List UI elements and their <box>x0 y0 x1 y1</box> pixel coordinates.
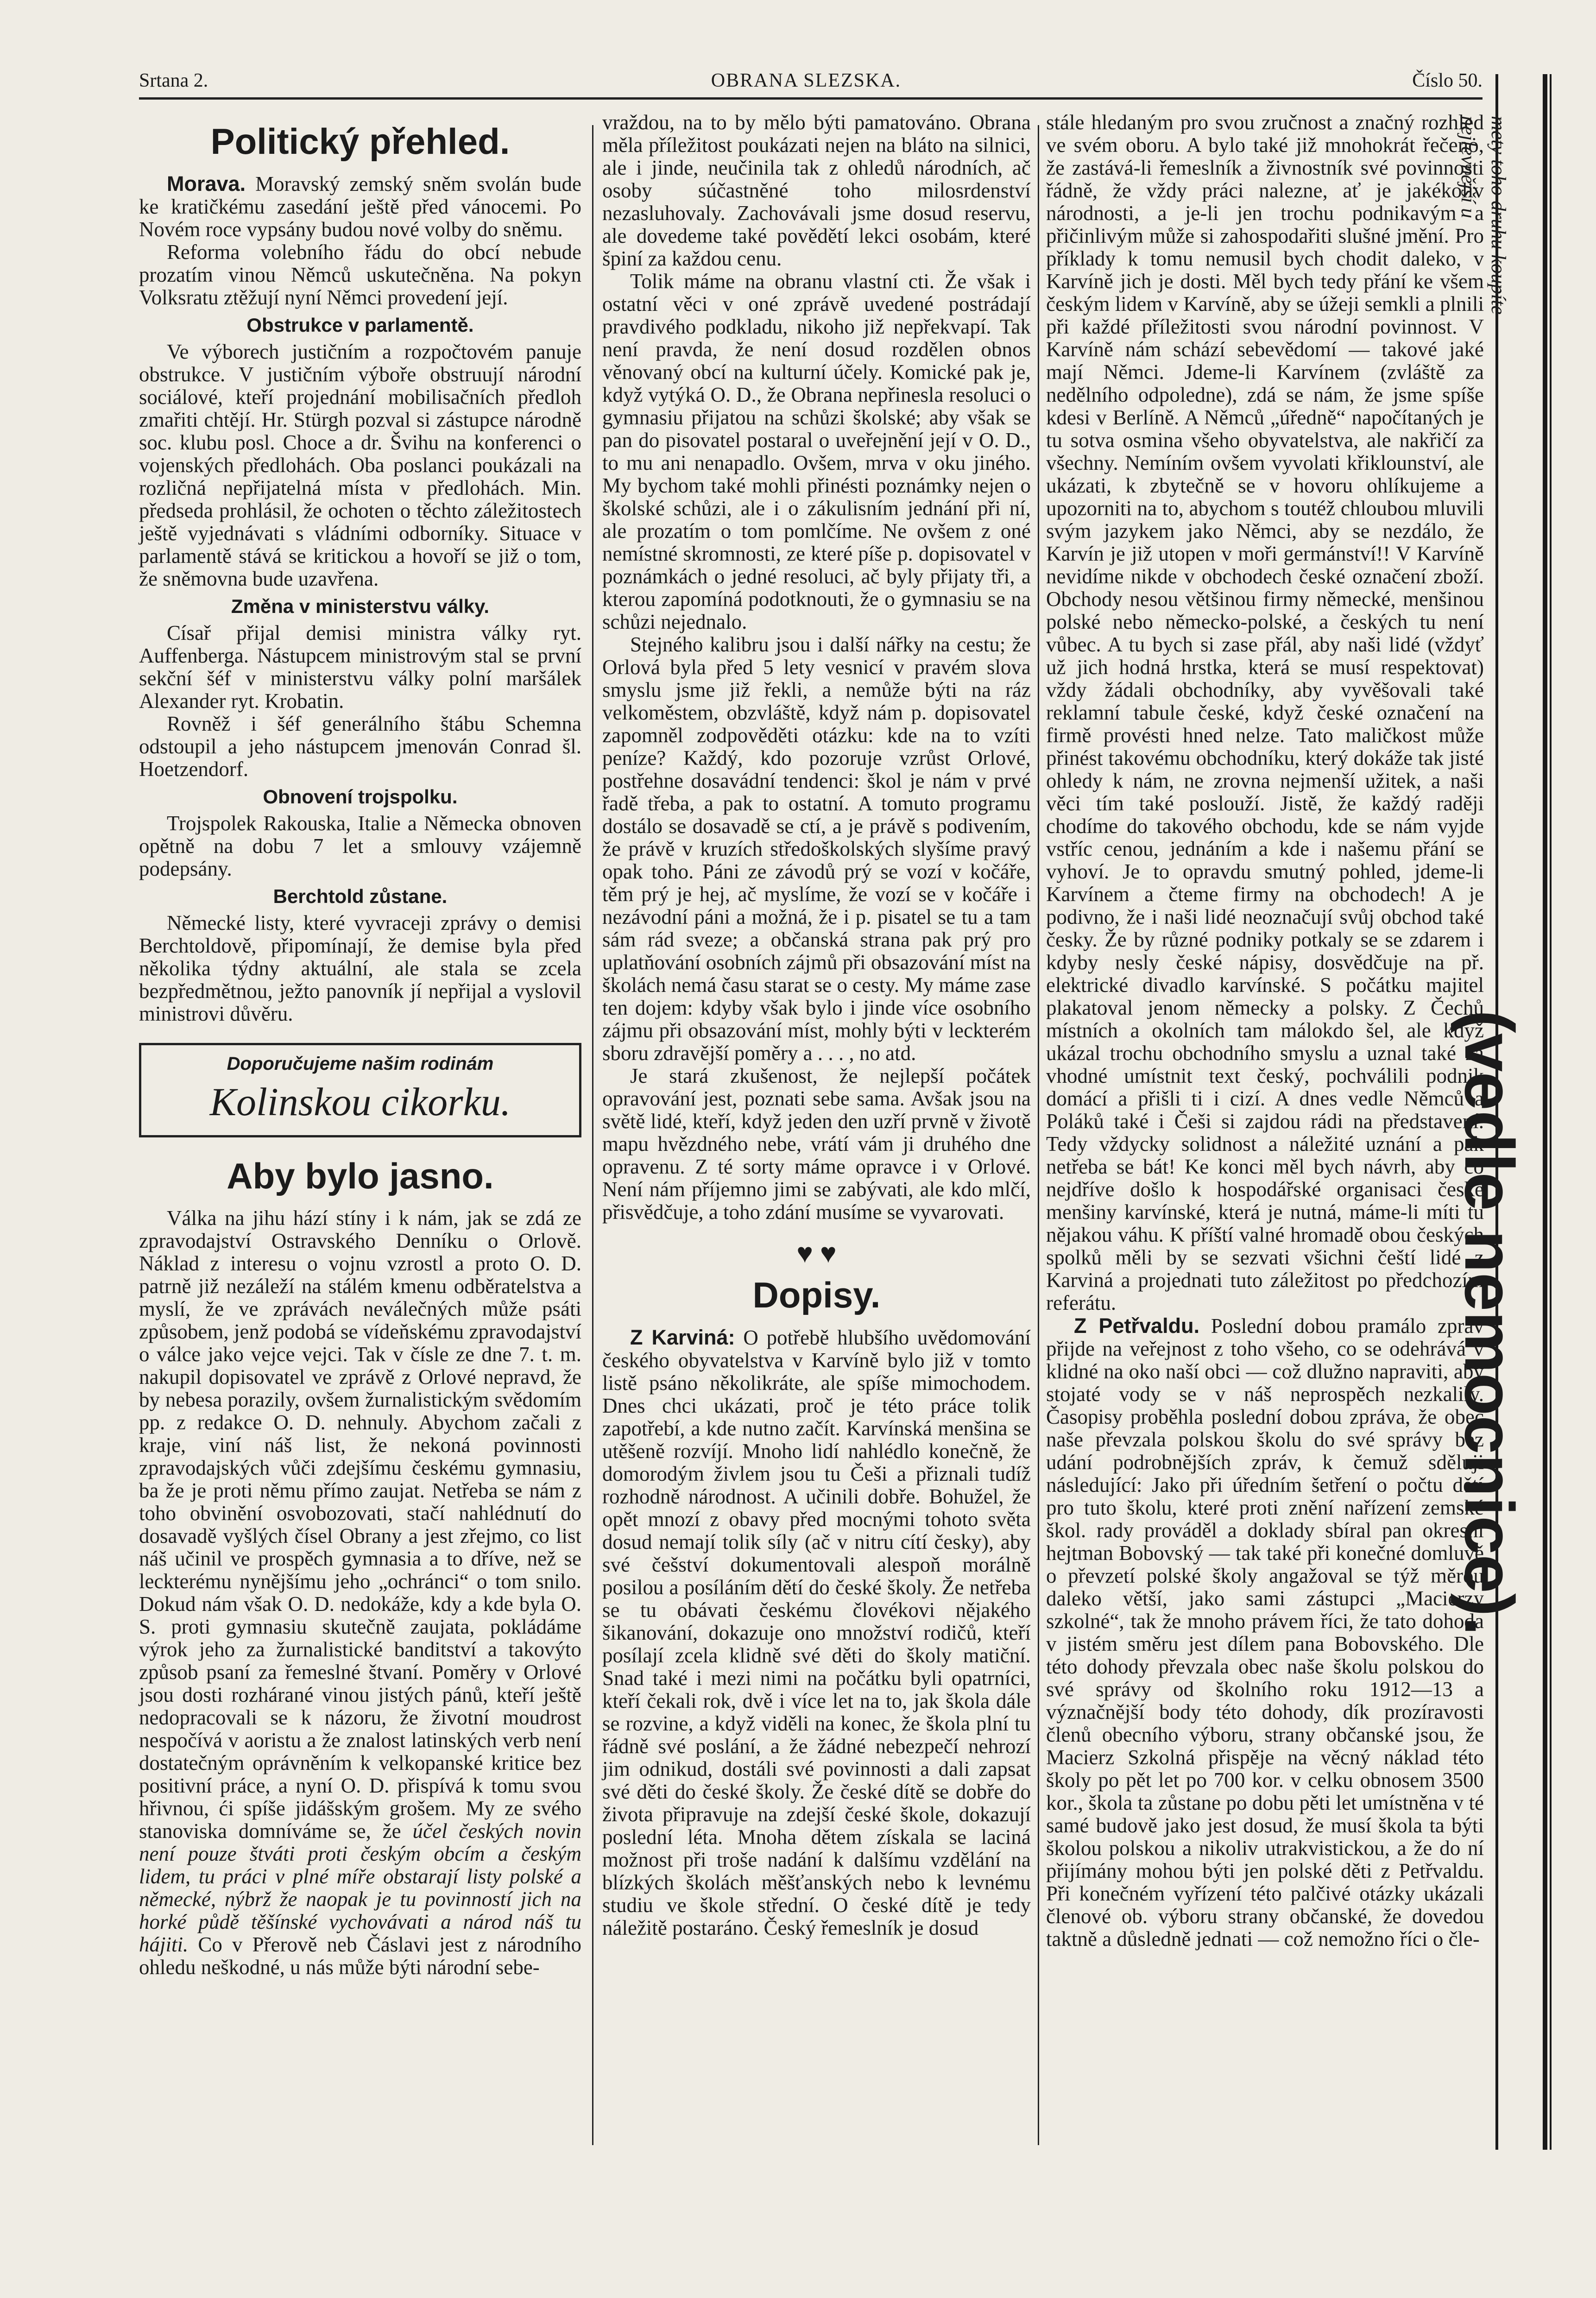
column-3 <box>1046 111 1484 1951</box>
ad-tagline: Doporučujeme našim rodinám <box>227 1054 494 1074</box>
column-rule <box>1038 125 1039 2145</box>
paragraph: stále hledaným pro svou zručnost a značný rozhled ve svém oboru. A bylo také již mnohokrát řečeno, že zastává-li řemeslník a živnostník své povinnosti řádně, že vždy práci nalezne, ať je jakékoliv národnosti, a je-li jen trochu podnikavým a přičinlivým může si zahospodařiti slušné jmění. Pro příklady k tomu nemusil bych chodit daleko, v Karvíně jich je dosti. Měl bych tedy přání ke všem českým lidem v Karvíně, aby se úžeji semkli a plnili při každé příležitosti svou národní povinnost. V Karvíně nám schází sebevědomí — takové jaké mají Němci. Jdeme-li Karvínem (zvláště za nedělního odpoledne), zdá se nám, že jsme spíše kdesi v Berlíně. A Němců „úředně“ napočítaných je tu sotva osmina všeho obyvatelstva, ale nakřičí za všechny. Nemíním ovšem vyvolati křiklounství, ale ukázati, k zbytečně se v hovoru ohlíkujeme a upozorniti na to, abychom s toutéž chloubou mluvili svým jazykem jako Němci, aby se nezdálo, že Karvín je již utopen v moři germánství!! V Karvíně nevidíme nikde v obchodech české označení zboží. Obchody nesou většinou firmy německé, menšinou polské nebo německo-polské, a českých tu není vůbec. A tu bych si zase přál, aby naši lidé (vždyť už jich hodná hrstka, která se musí respektovat) vždy žádali obchodníky, aby vyvěšovali také reklamní tabule české, když české označení na firmě provésti hned nelze. Tato maličkost může přinést takovému obchodníku, který dokáže tak jisté ohledy k nám, ne zrovna nejmenší užitek, a naši věci tím také poslouží. Jistě, že každý raději chodíme do takového obchodu, kde se nám vyjde vstříc cenou, jednáním a kde i našemu přání se vyhoví. Je to opravdu smutný pohled, jdeme-li Karvínem a čteme firmy na obchodech! A je podivno, že i naši lidé neoznačují svůj obchod také česky. Že by různé podniky potkaly se se zdarem i kdyby nesly české nápisy, dosvědčuje na př. elektrické divadlo karvínské. S počátku majitel plakatoval jenom německy a polsky. Z Čechů místních a okolních tam málokdo šel, ale když ukázal trochu obchodního smyslu a uznal také za vhodné umístnit text český, pochválili podnik domácí a přišli ti i cizí. A dnes vedle Němců a Poláků také i Češi si zajdou rádi na představení. Tedy vždycky solidnost a náležité uznání a pak netřeba se bát! Ke konci měl bych návrh, aby co nejdříve došlo k hospodářské organisaci české menšiny karvínské, která je nutná, máme-li míti tu nějakou váhu. K příští valné hromadě obou českých spolků měli by se sezvati všichni čeští lidé z Karviná a projednati tuto záležitost po předchozím referátu. <box>1046 111 1484 1314</box>
paragraph: Stejného kalibru jsou i další nářky na cestu; že Orlová byla před 5 lety vesnicí v pravém slova smyslu jsme již řekli, a nemůže býti na ráz velkoměstem, obzvláště, když nám p. dopisovatel zapomněl zodpověděti otázku: kde na to vzíti peníze? Každý, kdo pozoruje vzrůst Orlové, postřehne dosavádní tendenci: škol je nám v prvé řadě třeba, a pak to ostatní. A tomuto programu dostálo se dosavadě se ctí, a je právě s podivením, že právě v kruzích středoškolských slyšíme pravý opak toho. Páni ze závodů prý se vozí v kočáře, těm prý je hej, ač myslíme, že vozí se v kočáře i nezávodní páni a možná, že i p. pisatel se tu a tam sám rád sveze; a občanská strana pak prý pro uplatňování osobních zájmů při obsazování míst na školách nemá času starat se o cesty. My máme zase ten dojem: kdyby však bylo i jinde více osobního zájmu při obsazování míst, mohly býti v leckterém sboru zdravější poměry a . . . , no atd. <box>602 633 1031 1065</box>
side-border <box>1550 74 1552 2150</box>
paragraph: Poslední dobou pramálo zpráv přijde na veřejnost z toho všeho, co se odehrává v klidné na oko naší obci — což dlužno napraviti, aby stojaté vody se v náš neprospěch nezkalily. Časopisy proběhla poslední dobou zpráva, že obec naše převzala polskou školu do své správy bez udání podrobnějších zpráv, k čemuž sděluji následující: Jako při úředním šetření o počtu dětí pro tuto školu, které proti znění nařízení zemské škol. rady prováděl a doklady sbíral pan okresní hejtman Bobovský — tak také při konečné domluvě o převzetí polské školy angažoval se týž měrou daleko větší, jako sami zástupci „Macierzy szkolné“, tak že mnoho právem říci, že tato dohoda v jistém směru jest dílem pana Bobovského. Dle této dohody převzala obec naše školu polskou do své správy od školního roku 1912—13 a význačnější body této dohody, dík prozíravosti členů obecního výboru, strany občanské jsou, že Macierz Szkolná přispěje na věcný náklad této školy po pět let po 700 kor. v celku obnosem 3500 kor., škola ta zůstane po dobu pěti let umístněna v té samé budově jako jest dosud, že musí škola ta býti školou polskou a nikoliv utrakvistickou, a že do ní přijímány mohou býti jen polské děti z Petřvaldu. Při konečném vyřízení této palčivé otázky ukázali členové ob. výboru strany občanské, že dovedou taktně a důsledně jednati — což nemožno říci o čle- <box>1046 1314 1484 1951</box>
side-ad-line: mety toho druhu koupíte <box>1487 116 1510 315</box>
paragraph: Císař přijal demisi ministra války ryt. Auffenberga. Nástupcem ministrovým stal se první sekční šéf v ministerstvu války polní maršálek Alexander ryt. Krobatin. <box>139 621 581 713</box>
advertisement-box <box>139 1043 581 1137</box>
article-title: Politický přehled. <box>210 121 510 162</box>
paragraph: vraždou, na to by mělo býti pamatováno. Obrana měla příležitost poukázati nejen na bláto na silnici, ale i jinde, neučinila tak z ohledů národních, ač osoby súčastněné toho milosrdenství nezasluhovaly. Zachovávali jsme dosud reservu, ale dovedeme také povědětí lekci osobám, které špiní za každou cenu. <box>602 111 1031 270</box>
paragraph: Válka na jihu hází stíny i k nám, jak se zdá ze zpravodajství Ostravského Denníku o Orlově. Náklad z interesu o vojnu vzrostl a proto O. D. patrně již nezáleží na stálém kmenu odběratelstva a myslí, že ve zprávách neválečných může psáti způsobem, jenž podobá se vídeňskému zpravodajství o válce jako vejce vejci. Tak v čísle ze dne 7. t. m. nakupil dopisovatel ve zprávě z Orlové nepravd, že by nebesa porazily, ovšem žurnalistickým svědomím pp. z redakce O. D. nehnuly. Abychom začali z kraje, viní náš list, že nekoná povinnosti zpravodajských vůči zdejšímu českému gymnasiu, ba že je proti němu přímo zaujat. Netřeba se nám z toho obvinění osvobozovati, stačí nahlédnutí do dosavadě vyšlých čísel Obrany a jest zřejmo, co list náš učinil ve prospěch gymnasia a to dříve, než se leckterému nynějšímu jeho „ochránci“ o tom snilo. Dokud nám však O. D. nedokáže, kdy a kde byla O. S. proti gymnasiu skutečně zaujata, pokládáme výrok jeho za žurnalistické banditství a takovýto způsob psaní za řemeslné štvaní. Poměry v Orlové jsou dosti rozhárané vinou jistých pánů, kteří ještě nedopracovali se k názoru, že životní moudrost nespočívá v aoristu a že znalost latinských verb není dostatečným oprávněním k velkopanské kritice bez positivní práce, a nyní O. D. přispívá k tomu svou hřivnou, ći spíše jidášským grošem. My ze svého stanoviska domníváme se, že <box>139 1206 581 1843</box>
section-heading: Změna v ministerstvu války. <box>231 595 490 617</box>
section-heading: Obnovení trojspolku. <box>263 786 458 808</box>
article-title: Aby bylo jasno. <box>227 1155 494 1196</box>
paragraph: Ve výborech justičním a rozpočtovém panuje obstrukce. V justičním výboře obstruují národní sociálové, kteří projednání mobilisačních předloh zmařiti chtějí. Hr. Stürgh pozval si zástupce národně soc. klubu posl. Choce a dr. Švihu na konferenci o vojenských předlohách. Oba poslanci poukázali na rozličná nepřijatelná místa v předlohách. Min. předseda prohlásil, že ochoten o těchto záležitostech ještě vyjednávati s vládními odborníky. Situace v parlamentě stává se kritickou a hovoří se již o tom, že sněmovna bude uzavřena. <box>139 340 581 590</box>
paper-name: OBRANA SLEZSKA. <box>711 70 902 91</box>
side-ad-headline: (vedle nemocnice). <box>1451 1010 1528 1636</box>
side-ad-line: nejlevnější u <box>1457 116 1480 219</box>
ad-product: Kolinskou cikorku. <box>209 1080 511 1124</box>
section-heading: Obstrukce v parlamentě. <box>246 314 474 336</box>
column-rule <box>592 125 593 2145</box>
lead-word: Morava. <box>167 172 246 196</box>
paragraph: Reforma volebního řádu do obcí nebude prozatím vinou Němců uskutečněna. Na pokyn Volksratu ztěžují nyní Němci provedení její. <box>139 240 581 309</box>
paragraph: Tolik máme na obranu vlastní cti. Že však i ostatní věci v oné zprávě uvedené postrádají pravdivého podkladu, nikoho již nepřekvapí. Tak není pravda, že není dosud rozdělen obnos věnovaný obcí na kulturní účely. Komické pak je, když vytýká O. D., že Obrana nepřinesla resoluci o gymnasiu přijatou na schůzi školské; aby však se pan do pisovatel postaral o uveřejnění její v O. D., to mu ani nenapadlo. Ovšem, mrva v oku jiného. My bychom také mohli přinésti poznámky nejen o školské schůzi, ale i o zákulisním jednání při ní, ale prozatím o tom pomlčíme. Ne ovšem z oné nemístné skromnosti, ze které píše p. dopisovatel v poznámkách o jedné resoluci, ač byly přijaty tři, a kterou zapomíná podotknouti, že o gymnasiu se na schůzi nejednalo. <box>602 270 1031 633</box>
lead-word: Z Karviná: <box>630 1326 735 1349</box>
italic-passage: účel českých novin není pouze štváti proti českým obcím a českým lidem, tu práci v plné míře obstarají listy polské a německé, nýbrž že naopak je tu povinností jich na horké půdě těšínské vychovávati a národ náš tu hájiti. <box>139 1819 581 1956</box>
paragraph: Moravský zemský sněm svolán bude ke kratičkému zasedání ještě před vánocemi. Po Novém roce vypsány budou nové volby do sněmu. <box>139 172 581 241</box>
ornament: ♥ ♥ <box>796 1238 837 1269</box>
paragraph: Trojspolek Rakouska, Italie a Německa obnoven opětně na dobu 7 let a smlouvy vzájemně podepsány. <box>139 812 581 880</box>
column-1 <box>139 111 581 1979</box>
column-2 <box>602 111 1031 1939</box>
issue-number: Číslo 50. <box>1412 70 1482 91</box>
paragraph: Německé listy, které vyvraceji zprávy o demisi Berchtoldově, připomínají, že demise byla před několika týdny aktuální, ale stala se zcela bezpředmětnou, ježto panovník jí nepřijal a vyslovil ministrovi důvěru. <box>139 911 581 1025</box>
paragraph: Je stará zkušenost, že nejlepší počátek opravování jest, poznati sebe sama. Avšak jsou na světě lidé, kteří, když jeden den uzří prvně v životě mapu hvězdného nebe, vrátí vám ji druhého dne opravenu. Z té sorty máme opravce i v Orlové. Není nám příjemno jimi se zabývati, ale kdo mlčí, přisvědčuje, a toho zdání musíme se vyvarovati. <box>602 1064 1031 1224</box>
header-rule <box>139 97 1482 100</box>
side-border <box>1543 74 1547 2150</box>
paragraph: Rovněž i šéf generálního štábu Schemna odstoupil a jeho nástupcem jmenován Conrad šl. Hoetzendorf. <box>139 712 581 781</box>
paragraph-end: Co v Přerově neb Čáslavi jest z národního ohledu neškodné, u nás může býti národní sebe- <box>139 1933 582 1979</box>
lead-word: Z Petřvaldu. <box>1074 1314 1200 1338</box>
page-label: Srtana 2. <box>139 70 208 91</box>
article-title: Dopisy. <box>752 1275 881 1315</box>
section-heading: Berchtold zůstane. <box>273 885 448 907</box>
paragraph: O potřebě hlubšího uvědomování českého obyvatelstva v Karvíně bylo již v tomto listě psáno několikráte, ale spíše mimochodem. Dnes chci ukázati, proč je této práce tolik zapotřebí, a kde nutno začít. Karvínská menšina se utěšeně rozvíjí. Mnoho lidí nahlédlo konečně, že domorodým živlem jsou tu Češi a přiznali tudíž rozhodně národnost. A učinili dobře. Bohužel, že opět mnozí z obavy před mocnými tohoto světa dosud nemají tolik síly (ač v nitru cítí česky), aby své češství dokumentovali alespoň morálně posilou a posíláním dětí do české školy. Že netřeba se tu obávati českému človékovi nějakého šikanování, dokazuje ono množství rodičů, kteří posílají zcela klidně své děti do školy matiční. Snad také i mezi nimi na počátku byli opatrníci, kteří čekali rok, dvě i více let na to, jak škola dále se rozvine, a když viděli na konec, že škola plní tu řádně své poslání, a že žádné nebezpečí nehrozí jim odnikud, dostáli své povinnosti a dali zapsat své děti do české školy. Že české dítě se dobře do života připravuje na zdejší české škole, dokazují poslední léta. Mnoha dětem získala se laciná možnost při troše nadání k dalšímu vzdělání na blízkých školách měšťanských nebo k levnému studiu ve škole střední. O české dítě je tedy náležitě postaráno. Český řemeslník je dosud <box>602 1326 1031 1939</box>
